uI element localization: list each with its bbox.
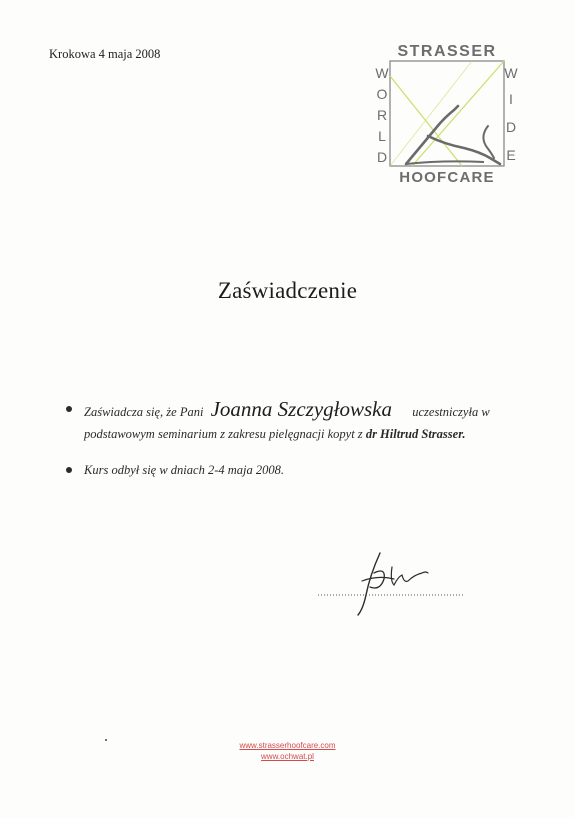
- logo-left-letter: R: [376, 107, 388, 123]
- footer-links: [0, 740, 575, 762]
- instructor-name: dr Hiltrud Strasser.: [365, 427, 466, 441]
- participant-name: Joanna Szczygłowska: [210, 397, 392, 421]
- logo-left-letter: L: [378, 128, 386, 144]
- bullet-icon: [66, 467, 72, 473]
- logo-top-text: STRASSER: [397, 43, 497, 60]
- statement-body: uczestniczyła w podstawowym seminarium z zakresu pielęgnacji kopyt z: [84, 405, 490, 441]
- signature: [318, 545, 468, 617]
- logo-right-letter: W: [504, 65, 518, 81]
- logo-right-letter: E: [506, 147, 516, 163]
- logo-left-letter: O: [376, 86, 388, 102]
- website-link-ochwat[interactable]: www.ochwat.pl: [261, 752, 314, 761]
- logo-bottom-text: HOOFCARE: [399, 169, 495, 186]
- bullet-icon: [66, 406, 72, 412]
- strasser-hoofcare-logo: [372, 40, 522, 188]
- website-link-strasser[interactable]: www.strasserhoofcare.com: [239, 741, 336, 750]
- logo-right-letter: D: [505, 119, 517, 135]
- document-title: Zaświadczenie: [217, 278, 358, 303]
- logo-left-letter: W: [375, 65, 389, 81]
- place-date: Krokowa 4 maja 2008: [49, 47, 161, 61]
- statement-intro: Zaświadcza się, że Pani: [84, 405, 204, 419]
- statement-list: [64, 398, 524, 481]
- logo-right-letter: I: [509, 91, 513, 107]
- list-item: [64, 398, 524, 445]
- course-dates: Kurs odbył się w dniach 2-4 maja 2008.: [84, 463, 284, 477]
- list-item: [64, 459, 524, 481]
- logo-left-letter: D: [376, 149, 388, 165]
